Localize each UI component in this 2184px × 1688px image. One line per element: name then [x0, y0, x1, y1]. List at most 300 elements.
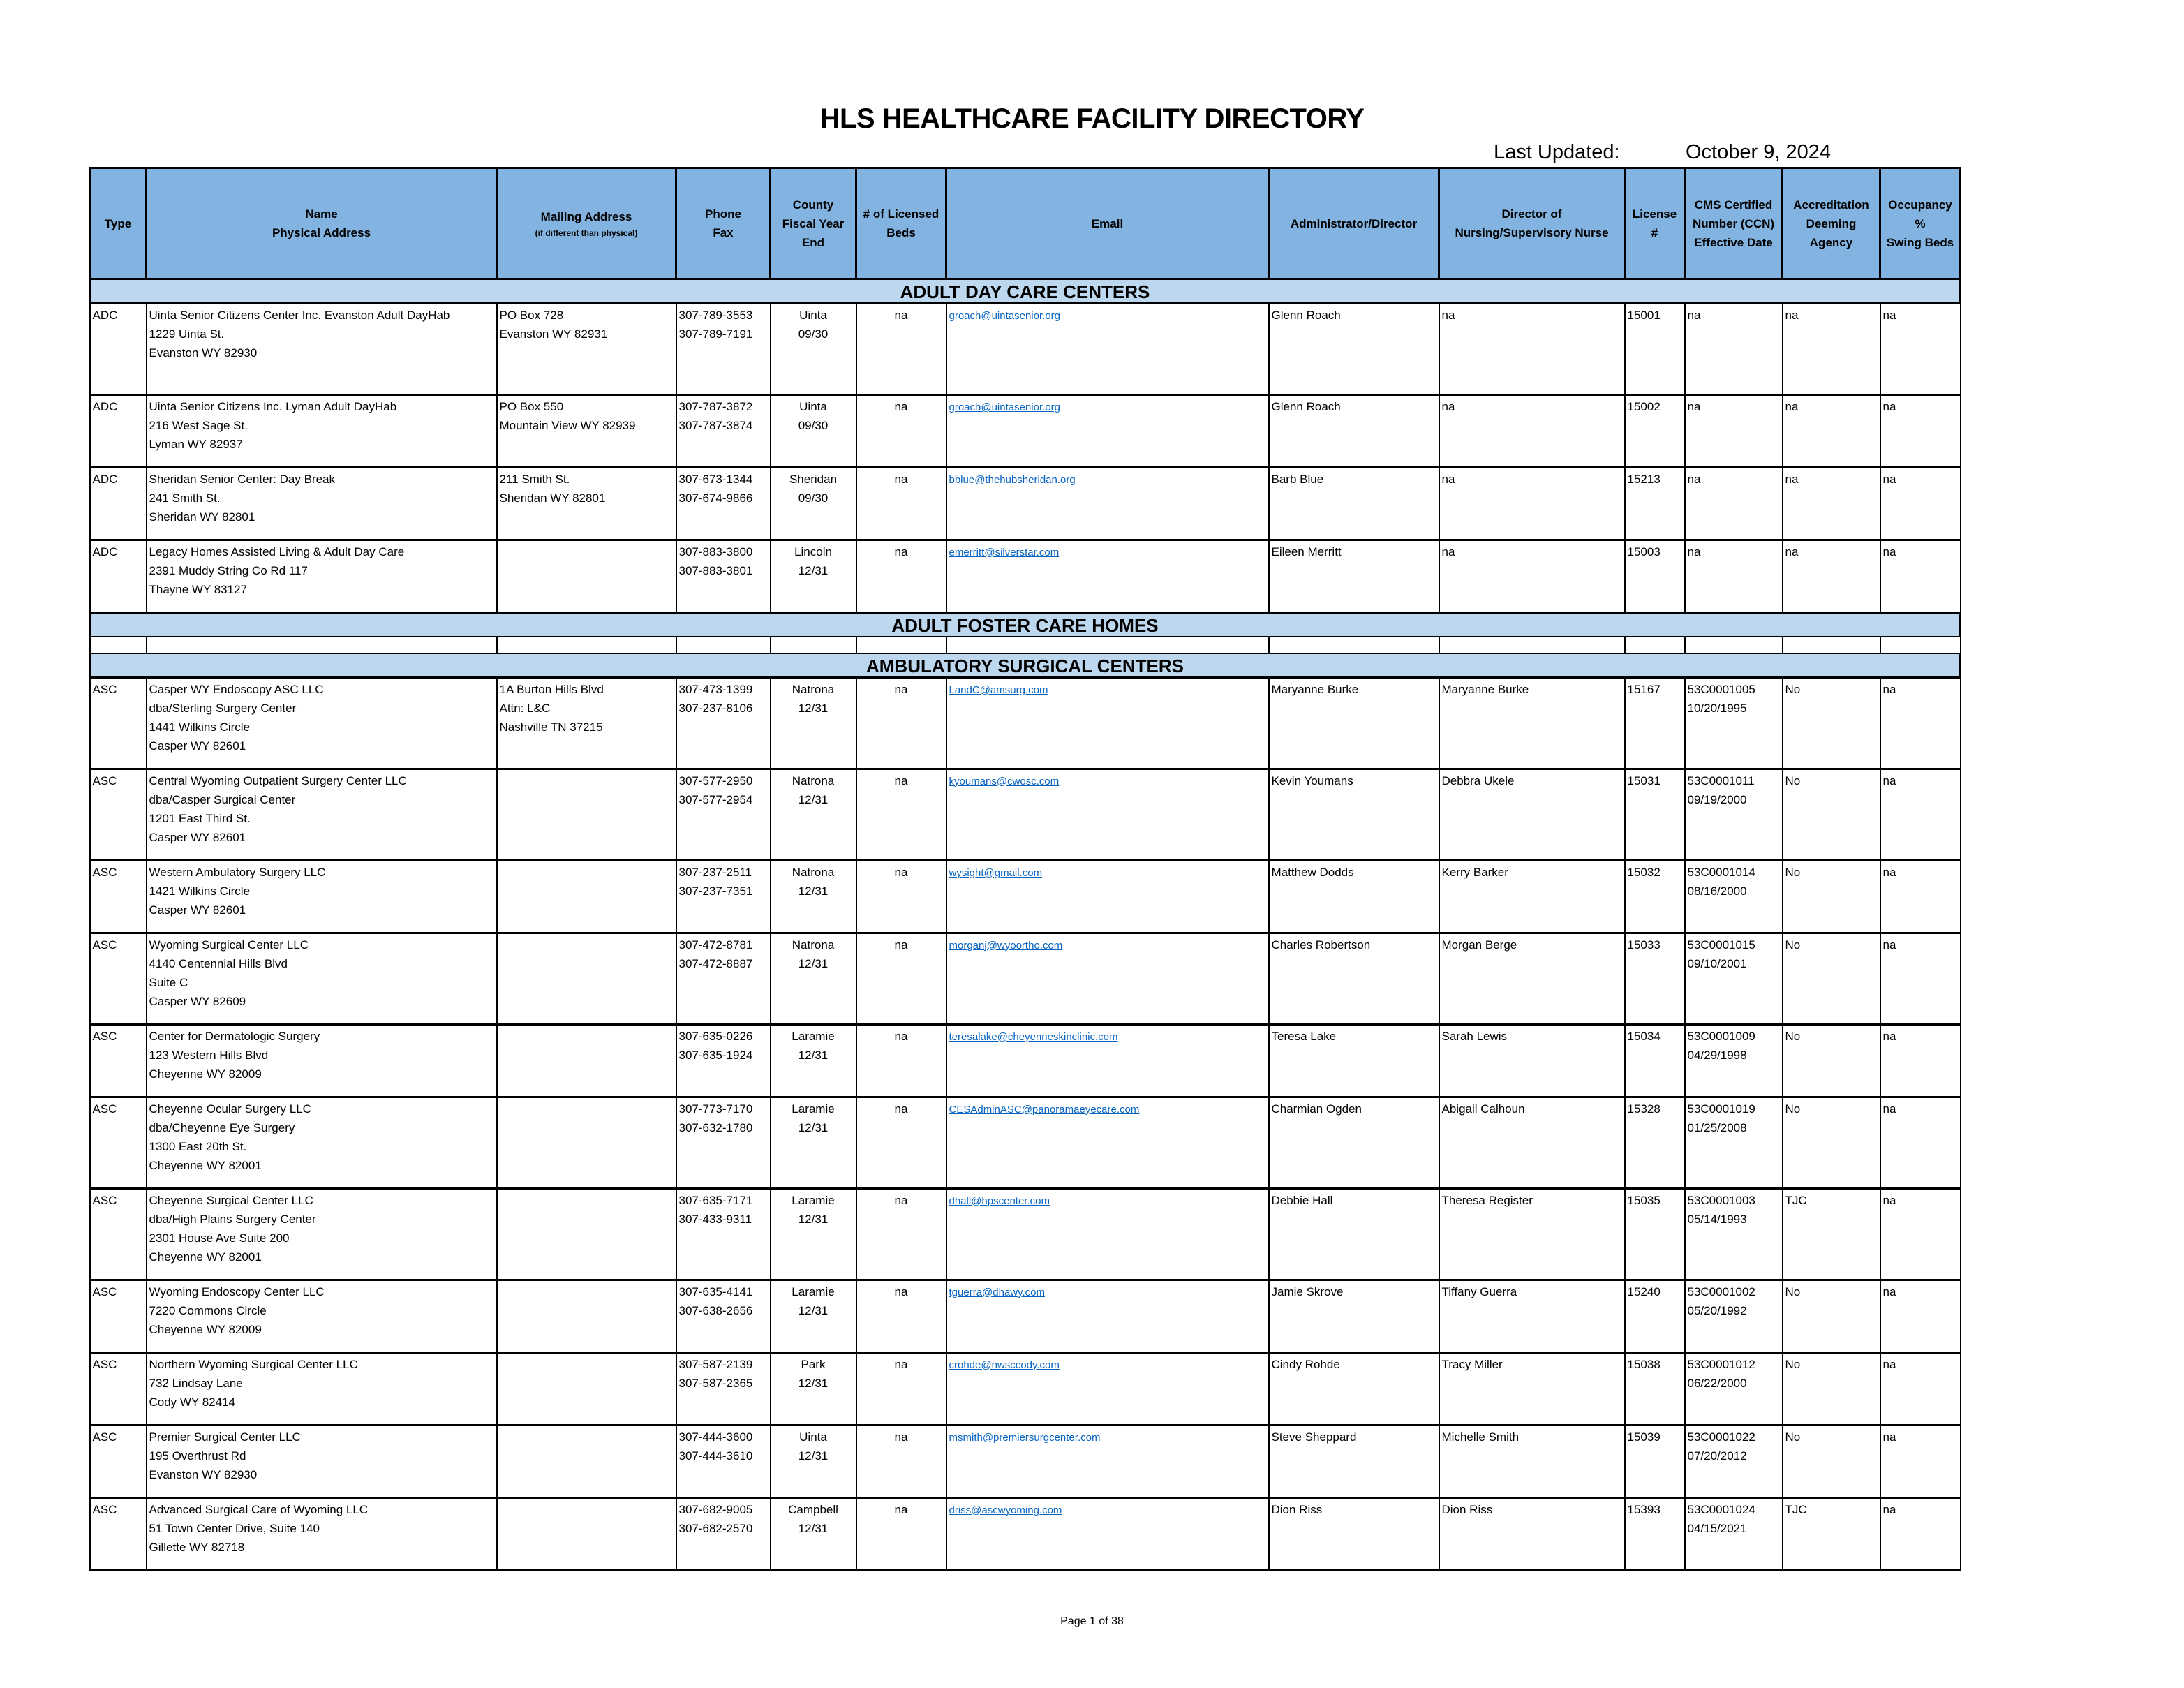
accreditation-agency: No: [1785, 865, 1801, 879]
facility-type: ASC: [92, 1029, 117, 1043]
accreditation-agency: TJC: [1785, 1502, 1807, 1516]
director-of-nursing-name: na: [1441, 400, 1455, 413]
fiscal-year-end: 12/31: [798, 1303, 829, 1317]
phone-fax-cell: [676, 769, 771, 860]
email-cell: [946, 1024, 1269, 1097]
ccn-cell: [1685, 1352, 1783, 1425]
director-of-nursing-name: Tiffany Guerra: [1441, 1284, 1517, 1298]
accreditation-cell: [1783, 395, 1880, 468]
fax-number: 307-433-9311: [678, 1212, 752, 1226]
occupancy-swing-beds: na: [1882, 1430, 1896, 1444]
administrator-cell: [1269, 677, 1439, 769]
county-fye-cell: [771, 468, 856, 540]
license-number: 15031: [1627, 773, 1661, 787]
mailing-address-cell: [497, 540, 676, 613]
occupancy-cell: [1880, 769, 1961, 860]
email-cell: [946, 540, 1269, 613]
email-cell: [946, 860, 1269, 933]
empty-cell: [497, 637, 676, 653]
fax-number: 307-638-2656: [678, 1303, 753, 1317]
ccn-effective-date: 01/25/2008: [1687, 1120, 1747, 1134]
director-of-nursing-cell: [1439, 860, 1625, 933]
ccn-number: 53C0001014: [1687, 865, 1755, 879]
fiscal-year-end: 12/31: [798, 701, 829, 715]
license-cell: [1625, 860, 1685, 933]
column-header-occupancy: [1880, 168, 1961, 279]
facility-row: [90, 540, 1961, 613]
column-header-mailing-address: [497, 168, 676, 279]
administrator-name: Kevin Youmans: [1271, 773, 1353, 787]
physical-address-line: Cheyenne WY 82009: [149, 1067, 262, 1081]
occupancy-swing-beds: na: [1882, 1284, 1896, 1298]
column-header-name-address: [147, 168, 497, 279]
phone-number: 307-237-2511: [678, 865, 752, 879]
ccn-cell: [1685, 1024, 1783, 1097]
phone-number: 307-789-3553: [678, 309, 753, 322]
ccn-number: 53C0001002: [1687, 1284, 1755, 1298]
facility-row: [90, 677, 1961, 769]
accreditation-cell: [1783, 677, 1880, 769]
license-cell: [1625, 1497, 1685, 1570]
director-of-nursing-name: Debbra Ukele: [1441, 773, 1515, 787]
county-fye-cell: [771, 304, 856, 395]
column-header-line: Swing Beds: [1886, 235, 1954, 249]
licensed-beds: na: [894, 865, 908, 879]
email-link[interactable]: CESAdminASC@panoramaeyecare.com: [949, 1103, 1140, 1116]
mailing-address-cell: [497, 395, 676, 468]
name-address-cell: [147, 1425, 497, 1497]
physical-address-line: Sheridan WY 82801: [149, 510, 255, 524]
type-cell: [90, 677, 147, 769]
facility-name: Center for Dermatologic Surgery: [149, 1029, 320, 1043]
director-of-nursing-cell: [1439, 769, 1625, 860]
ccn-effective-date: 09/19/2000: [1687, 792, 1747, 806]
facility-type: ASC: [92, 682, 117, 696]
phone-fax-cell: [676, 1497, 771, 1570]
ccn-effective-date: 09/10/2001: [1687, 956, 1747, 970]
facility-type: ASC: [92, 938, 117, 952]
phone-fax-cell: [676, 1188, 771, 1280]
phone-number: 307-682-9005: [678, 1502, 753, 1516]
email-link[interactable]: driss@ascwyoming.com: [949, 1504, 1062, 1516]
licensed-beds-cell: [856, 1097, 946, 1188]
mailing-address-cell: [497, 304, 676, 395]
ccn-cell: [1685, 1097, 1783, 1188]
occupancy-swing-beds: na: [1882, 545, 1896, 558]
mailing-address-line: Attn: L&C: [499, 701, 551, 715]
facility-name: Wyoming Endoscopy Center LLC: [149, 1284, 325, 1298]
facility-name: Uinta Senior Citizens Center Inc. Evanston Adult DayHab: [149, 309, 450, 322]
ccn-effective-date: 04/29/1998: [1687, 1048, 1747, 1062]
column-header-line: Administrator/Director: [1290, 216, 1418, 230]
license-cell: [1625, 677, 1685, 769]
licensed-beds: na: [894, 682, 908, 696]
licensed-beds-cell: [856, 933, 946, 1024]
email-link[interactable]: wysight@gmail.com: [949, 866, 1043, 879]
ccn-cell: [1685, 304, 1783, 395]
name-address-cell: [147, 1497, 497, 1570]
column-header-line: Number (CCN): [1692, 216, 1775, 230]
email-link[interactable]: LandC@amsurg.com: [949, 683, 1048, 696]
section-header-row: [90, 279, 1961, 304]
license-cell: [1625, 933, 1685, 1024]
occupancy-cell: [1880, 677, 1961, 769]
email-link[interactable]: msmith@premiersurgcenter.com: [949, 1431, 1101, 1444]
accreditation-agency: na: [1785, 473, 1799, 486]
email-link[interactable]: bblue@thehubsheridan.org: [949, 474, 1076, 486]
director-of-nursing-cell: [1439, 1497, 1625, 1570]
accreditation-agency: na: [1785, 545, 1799, 558]
name-address-cell: [147, 677, 497, 769]
phone-fax-cell: [676, 933, 771, 1024]
administrator-name: Matthew Dodds: [1271, 865, 1354, 879]
license-number: 15167: [1627, 682, 1661, 696]
occupancy-cell: [1880, 304, 1961, 395]
director-of-nursing-cell: [1439, 304, 1625, 395]
phone-number: 307-472-8781: [678, 938, 753, 952]
type-cell: [90, 1097, 147, 1188]
fax-number: 307-472-8887: [678, 956, 753, 970]
column-header-subtitle: (if different than physical): [535, 228, 638, 238]
page-title: HLS HEALTHCARE FACILITY DIRECTORY: [819, 103, 1365, 134]
physical-address-line: 195 Overthrust Rd: [149, 1449, 246, 1463]
facility-type: ASC: [92, 865, 117, 879]
director-of-nursing-name: na: [1441, 473, 1455, 486]
mailing-address-cell: [497, 860, 676, 933]
county: Uinta: [799, 400, 827, 413]
facility-row: [90, 1280, 1961, 1352]
administrator-name: Glenn Roach: [1271, 309, 1341, 322]
facility-name: Cheyenne Ocular Surgery LLC: [149, 1102, 311, 1116]
email-link[interactable]: morganj@wyoortho.com: [949, 939, 1063, 952]
administrator-cell: [1269, 304, 1439, 395]
physical-address-line: Thayne WY 83127: [149, 583, 247, 596]
email-link[interactable]: groach@uintasenior.org: [949, 401, 1060, 413]
accreditation-agency: na: [1785, 309, 1799, 322]
county: Natrona: [792, 938, 835, 952]
physical-address-line: 51 Town Center Drive, Suite 140: [149, 1521, 320, 1535]
phone-number: 307-773-7170: [678, 1102, 753, 1116]
ccn-cell: [1685, 1425, 1783, 1497]
ccn-number: 53C0001012: [1687, 1357, 1755, 1371]
facility-name: Cheyenne Surgical Center LLC: [149, 1193, 313, 1207]
facility-type: ADC: [92, 473, 118, 486]
last-updated-label: Last Updated:: [1494, 141, 1620, 163]
physical-address-line: 732 Lindsay Lane: [149, 1376, 243, 1390]
phone-number: 307-577-2950: [678, 773, 753, 787]
licensed-beds: na: [894, 938, 908, 952]
director-of-nursing-cell: [1439, 468, 1625, 540]
licensed-beds-cell: [856, 1188, 946, 1280]
mailing-address-cell: [497, 677, 676, 769]
column-header-line: End: [801, 235, 825, 249]
type-cell: [90, 395, 147, 468]
ccn-cell: [1685, 1188, 1783, 1280]
email-link[interactable]: dhall@hpscenter.com: [949, 1194, 1050, 1207]
accreditation-cell: [1783, 1425, 1880, 1497]
ccn-effective-date: 05/14/1993: [1687, 1212, 1747, 1226]
physical-address-line: 1421 Wilkins Circle: [149, 884, 251, 898]
email-link[interactable]: crohde@nwsccody.com: [949, 1358, 1060, 1371]
fax-number: 307-674-9866: [678, 491, 753, 505]
director-of-nursing-name: na: [1441, 309, 1455, 322]
licensed-beds: na: [894, 1102, 908, 1116]
license-cell: [1625, 304, 1685, 395]
administrator-name: Steve Sheppard: [1271, 1430, 1357, 1444]
type-cell: [90, 769, 147, 860]
licensed-beds-cell: [856, 1497, 946, 1570]
county-fye-cell: [771, 1352, 856, 1425]
occupancy-swing-beds: na: [1882, 1029, 1896, 1043]
facility-row: [90, 395, 1961, 468]
county: Uinta: [799, 1430, 827, 1444]
phone-fax-cell: [676, 540, 771, 613]
licensed-beds: na: [894, 1193, 908, 1207]
licensed-beds-cell: [856, 677, 946, 769]
email-cell: [946, 1280, 1269, 1352]
license-cell: [1625, 1352, 1685, 1425]
license-cell: [1625, 1425, 1685, 1497]
facility-name: Western Ambulatory Surgery LLC: [149, 865, 326, 879]
empty-cell: [147, 637, 497, 653]
mailing-address-line: Evanston WY 82931: [499, 327, 608, 341]
occupancy-swing-beds: na: [1882, 309, 1896, 322]
facility-name: Advanced Surgical Care of Wyoming LLC: [149, 1502, 369, 1516]
phone-fax-cell: [676, 304, 771, 395]
physical-address-line: dba/Casper Surgical Center: [149, 792, 296, 806]
county-fye-cell: [771, 769, 856, 860]
ccn-cell: [1685, 395, 1783, 468]
licensed-beds-cell: [856, 468, 946, 540]
phone-number: 307-635-7171: [678, 1193, 753, 1207]
fiscal-year-end: 12/31: [798, 1376, 829, 1390]
director-of-nursing-cell: [1439, 933, 1625, 1024]
physical-address-line: Cody WY 82414: [149, 1395, 235, 1409]
ccn-effective-date: 10/20/1995: [1687, 701, 1747, 715]
fiscal-year-end: 12/31: [798, 956, 829, 970]
license-number: 15032: [1627, 865, 1661, 879]
phone-fax-cell: [676, 1024, 771, 1097]
county-fye-cell: [771, 677, 856, 769]
facility-row: [90, 769, 1961, 860]
accreditation-agency: No: [1785, 1029, 1801, 1043]
ccn-cell: [1685, 860, 1783, 933]
license-number: 15038: [1627, 1357, 1661, 1371]
header-row: [90, 168, 1961, 279]
ccn-cell: [1685, 1280, 1783, 1352]
accreditation-cell: [1783, 769, 1880, 860]
column-header-line: Physical Address: [272, 226, 371, 239]
physical-address-line: dba/Sterling Surgery Center: [149, 701, 297, 715]
fax-number: 307-789-7191: [678, 327, 753, 341]
facility-name: Northern Wyoming Surgical Center LLC: [149, 1357, 358, 1371]
facility-row: [90, 1352, 1961, 1425]
license-number: 15003: [1627, 545, 1661, 558]
occupancy-cell: [1880, 1497, 1961, 1570]
administrator-cell: [1269, 540, 1439, 613]
occupancy-cell: [1880, 860, 1961, 933]
mailing-address-cell: [497, 1097, 676, 1188]
accreditation-cell: [1783, 468, 1880, 540]
name-address-cell: [147, 395, 497, 468]
occupancy-cell: [1880, 1097, 1961, 1188]
section-header-row: [90, 613, 1961, 637]
column-header-line: %: [1915, 216, 1926, 230]
administrator-cell: [1269, 1024, 1439, 1097]
county: Natrona: [792, 865, 835, 879]
director-of-nursing-cell: [1439, 677, 1625, 769]
type-cell: [90, 304, 147, 395]
fax-number: 307-883-3801: [678, 564, 753, 577]
facility-name: Sheridan Senior Center: Day Break: [149, 473, 335, 486]
ccn-effective-date: 07/20/2012: [1687, 1449, 1747, 1463]
county: Laramie: [792, 1102, 835, 1116]
facility-row: [90, 1097, 1961, 1188]
county-fye-cell: [771, 1497, 856, 1570]
administrator-cell: [1269, 769, 1439, 860]
county-fye-cell: [771, 540, 856, 613]
column-header-ccn: [1685, 168, 1783, 279]
fax-number: 307-787-3874: [678, 419, 753, 432]
administrator-cell: [1269, 860, 1439, 933]
licensed-beds: na: [894, 773, 908, 787]
column-header-director-of-nursing: [1439, 168, 1625, 279]
physical-address-line: 1229 Uinta St.: [149, 327, 225, 341]
fiscal-year-end: 12/31: [798, 1048, 829, 1062]
occupancy-swing-beds: na: [1882, 400, 1896, 413]
occupancy-cell: [1880, 468, 1961, 540]
email-link[interactable]: kyoumans@cwosc.com: [949, 775, 1060, 787]
fiscal-year-end: 09/30: [798, 491, 829, 505]
physical-address-line: 2391 Muddy String Co Rd 117: [149, 564, 308, 577]
administrator-name: Barb Blue: [1271, 473, 1324, 486]
column-header-line: # of Licensed: [863, 207, 939, 221]
ccn-number: 53C0001011: [1687, 773, 1755, 787]
administrator-cell: [1269, 1352, 1439, 1425]
ccn-cell: [1685, 468, 1783, 540]
email-link[interactable]: tguerra@dhawy.com: [949, 1286, 1046, 1298]
occupancy-cell: [1880, 1024, 1961, 1097]
facility-name: Uinta Senior Citizens Inc. Lyman Adult DayHab: [149, 400, 397, 413]
email-link[interactable]: groach@uintasenior.org: [949, 310, 1060, 322]
column-header-line: Deeming: [1806, 216, 1857, 230]
phone-number: 307-787-3872: [678, 400, 753, 413]
email-link[interactable]: teresalake@cheyenneskinclinic.com: [949, 1030, 1118, 1043]
email-cell: [946, 1188, 1269, 1280]
occupancy-swing-beds: na: [1882, 1357, 1896, 1371]
phone-fax-cell: [676, 395, 771, 468]
accreditation-agency: No: [1785, 682, 1801, 696]
accreditation-cell: [1783, 1188, 1880, 1280]
facility-name: Legacy Homes Assisted Living & Adult Day Care: [149, 545, 405, 558]
county: Laramie: [792, 1193, 835, 1207]
mailing-address-cell: [497, 468, 676, 540]
physical-address-line: Evanston WY 82930: [149, 1467, 258, 1481]
license-number: 15393: [1627, 1502, 1661, 1516]
county: Uinta: [799, 309, 827, 322]
ccn-cell: [1685, 677, 1783, 769]
license-cell: [1625, 468, 1685, 540]
ccn-number: 53C0001022: [1687, 1430, 1755, 1444]
physical-address-line: 1201 East Third St.: [149, 811, 251, 825]
license-cell: [1625, 395, 1685, 468]
licensed-beds-cell: [856, 540, 946, 613]
ccn-cell: [1685, 540, 1783, 613]
administrator-cell: [1269, 468, 1439, 540]
email-cell: [946, 1497, 1269, 1570]
occupancy-cell: [1880, 1280, 1961, 1352]
email-cell: [946, 395, 1269, 468]
license-cell: [1625, 1188, 1685, 1280]
page-footer: Page 1 of 38: [1060, 1615, 1124, 1627]
fiscal-year-end: 09/30: [798, 327, 829, 341]
license-number: 15035: [1627, 1193, 1661, 1207]
name-address-cell: [147, 1280, 497, 1352]
administrator-cell: [1269, 1188, 1439, 1280]
email-cell: [946, 304, 1269, 395]
fiscal-year-end: 12/31: [798, 1212, 829, 1226]
director-of-nursing-name: Kerry Barker: [1441, 865, 1508, 879]
director-of-nursing-name: na: [1441, 545, 1455, 558]
physical-address-line: dba/High Plains Surgery Center: [149, 1212, 316, 1226]
license-cell: [1625, 769, 1685, 860]
column-header-line: County: [792, 198, 834, 212]
physical-address-line: 1441 Wilkins Circle: [149, 720, 251, 734]
phone-number: 307-473-1399: [678, 682, 753, 696]
licensed-beds-cell: [856, 304, 946, 395]
occupancy-cell: [1880, 933, 1961, 1024]
license-number: 15328: [1627, 1102, 1661, 1116]
administrator-name: Jamie Skrove: [1271, 1284, 1344, 1298]
facility-type: ASC: [92, 1357, 117, 1371]
fax-number: 307-237-8106: [678, 701, 753, 715]
occupancy-cell: [1880, 1188, 1961, 1280]
occupancy-swing-beds: na: [1882, 1502, 1896, 1516]
license-number: 15034: [1627, 1029, 1661, 1043]
county-fye-cell: [771, 1024, 856, 1097]
email-cell: [946, 468, 1269, 540]
accreditation-cell: [1783, 933, 1880, 1024]
licensed-beds: na: [894, 309, 908, 322]
facility-type: ASC: [92, 1430, 117, 1444]
accreditation-agency: No: [1785, 1284, 1801, 1298]
empty-cell: [676, 637, 771, 653]
county: Natrona: [792, 682, 835, 696]
column-header-line: Name: [305, 207, 338, 221]
email-cell: [946, 677, 1269, 769]
director-of-nursing-cell: [1439, 1188, 1625, 1280]
director-of-nursing-name: Michelle Smith: [1441, 1430, 1520, 1444]
empty-cell: [1269, 637, 1439, 653]
licensed-beds: na: [894, 1357, 908, 1371]
column-header-type: [90, 168, 147, 279]
ccn-cell: [1685, 933, 1783, 1024]
administrator-name: Dion Riss: [1271, 1502, 1323, 1516]
phone-number: 307-444-3600: [678, 1430, 753, 1444]
licensed-beds-cell: [856, 1352, 946, 1425]
email-link[interactable]: emerritt@silverstar.com: [949, 547, 1060, 558]
administrator-cell: [1269, 1097, 1439, 1188]
accreditation-agency: TJC: [1785, 1193, 1807, 1207]
accreditation-agency: No: [1785, 1102, 1801, 1116]
physical-address-line: Casper WY 82609: [149, 994, 246, 1008]
ccn-cell: [1685, 769, 1783, 860]
license-number: 15001: [1627, 309, 1661, 322]
phone-fax-cell: [676, 1097, 771, 1188]
phone-number: 307-587-2139: [678, 1357, 753, 1371]
mailing-address-line: 211 Smith St.: [499, 473, 570, 486]
phone-fax-cell: [676, 1352, 771, 1425]
